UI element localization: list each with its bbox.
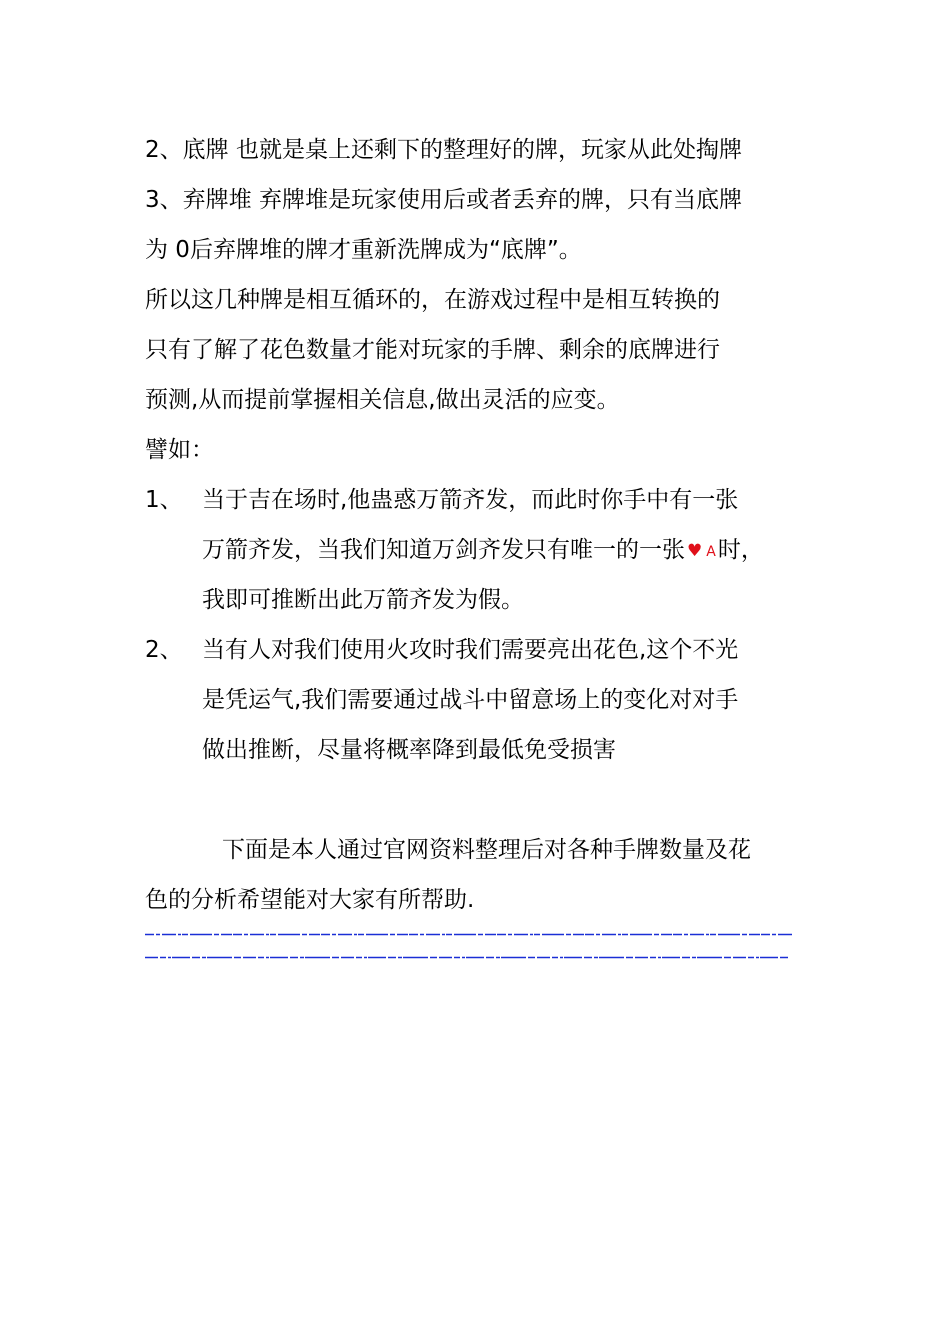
dashed-rule-top (145, 933, 793, 936)
paragraph-discard-pile-line1: 3、弃牌堆 弃牌堆是玩家使用后或者丢弃的牌，只有当底牌 (145, 187, 742, 213)
list-item-number: 2、 (145, 637, 183, 663)
paragraph-cycle-line1: 所以这几种牌是相互循环的，在游戏过程中是相互转换的 (145, 287, 720, 313)
list-item-1-line2-text: 万箭齐发，当我们知道万剑齐发只有唯一的一张 (202, 537, 685, 563)
paragraph-cycle-line3: 预测,从而提前掌握相关信息,做出灵活的应变。 (145, 387, 620, 413)
list-item-2-line3: 做出推断，尽量将概率降到最低免受损害 (202, 737, 616, 763)
paragraph-discard-pile-line2: 为 0后弃牌堆的牌才重新洗牌成为“底牌”。 (145, 237, 582, 263)
heart-icon: ♥ (687, 541, 703, 561)
card-rank: A (706, 544, 716, 560)
list-item-2-line1: 当有人对我们使用火攻时我们需要亮出花色,这个不光 (202, 637, 739, 663)
paragraph-base-pile: 2、底牌 也就是桌上还剩下的整理好的牌，玩家从此处掏牌 (145, 137, 742, 163)
closing-line1: 下面是本人通过官网资料整理后对各种手牌数量及花 (222, 837, 751, 863)
list-item-1-line2 (202, 534, 764, 568)
list-item-1-line1: 当于吉在场时,他蛊惑万箭齐发，而此时你手中有一张 (202, 487, 739, 513)
example-heading: 譬如： (145, 437, 214, 463)
list-item-1-line2-end: 时， (717, 537, 764, 563)
paragraph-cycle-line2: 只有了解了花色数量才能对玩家的手牌、剩余的底牌进行 (145, 337, 720, 363)
dashed-rule-bottom (145, 956, 793, 959)
list-item-2-line2: 是凭运气,我们需要通过战斗中留意场上的变化对对手 (202, 687, 739, 713)
closing-line2: 色的分析希望能对大家有所帮助. (145, 887, 475, 913)
list-item-1-line3: 我即可推断出此万箭齐发为假。 (202, 587, 524, 613)
list-item-number: 1、 (145, 487, 183, 513)
